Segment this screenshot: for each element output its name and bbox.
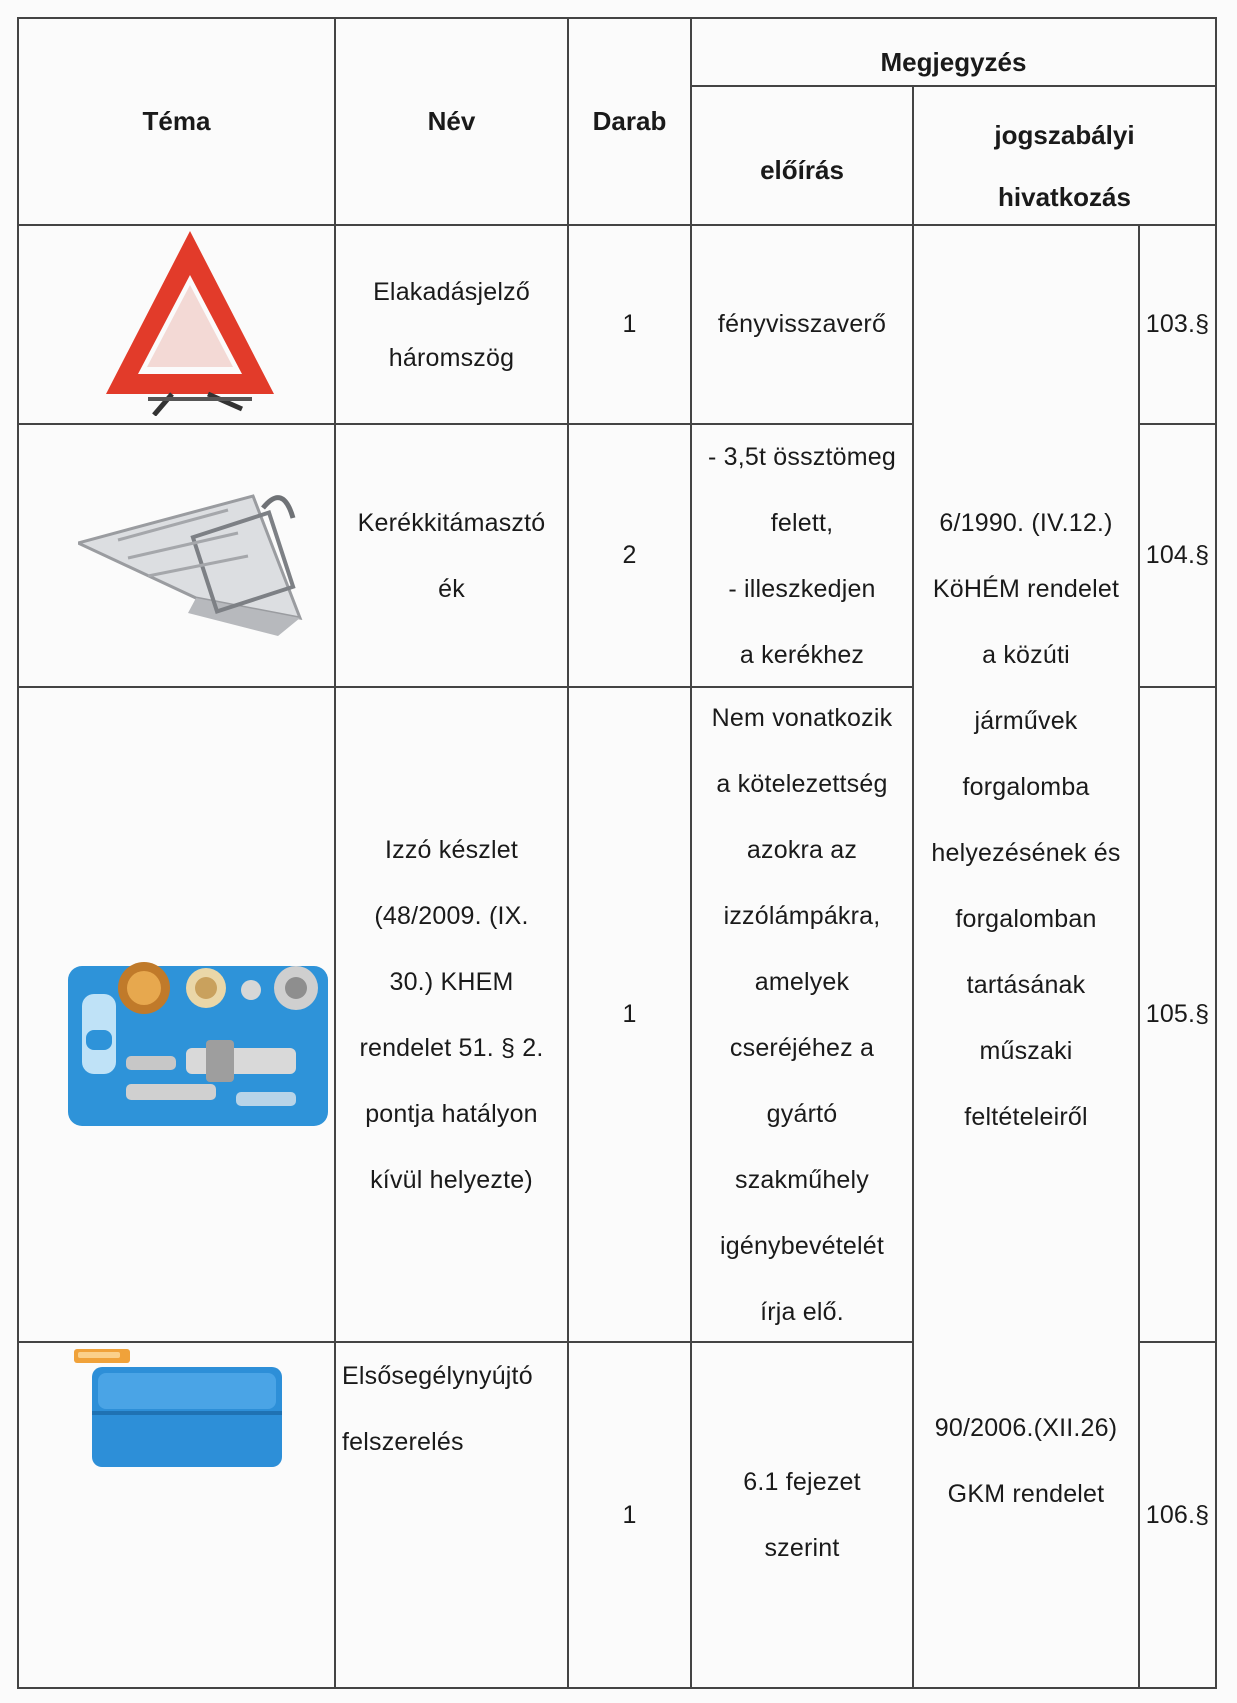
row3-eloiras-line10: írja elő. <box>760 1297 844 1326</box>
row2-nev <box>336 425 567 686</box>
row2-eloiras-line3: - illeszkedjen <box>728 574 876 603</box>
row4-paragraph <box>1140 1343 1215 1687</box>
row3-nev-line6: kívül helyezte) <box>370 1165 533 1194</box>
row2-eloiras-line4: a kerékhez <box>739 640 865 669</box>
law1-line9: műszaki <box>979 1037 1073 1065</box>
row3-eloiras-line7: gyártó <box>766 1099 838 1128</box>
row4-nev <box>336 1343 567 1687</box>
row3-nev-line2: (48/2009. (IX. <box>374 901 529 930</box>
row3-paragraph-text: 105.§ <box>1145 1000 1210 1028</box>
row3-eloiras-line5: amelyek <box>754 967 850 996</box>
row4-paragraph-text: 106.§ <box>1145 1500 1210 1529</box>
law2-line1: 90/2006.(XII.26) <box>934 1414 1118 1442</box>
row4-nev-line2: felszerelés <box>342 1428 464 1456</box>
row2-nev-line2: ék <box>438 574 465 603</box>
row2-nev-line1: Kerékkitámasztó <box>357 508 546 537</box>
header-jogszabalyi-line1: jogszabályi <box>994 120 1135 150</box>
header-nev <box>336 19 567 224</box>
row2-darab-text: 2 <box>622 541 637 569</box>
row2-paragraph <box>1140 425 1215 686</box>
row3-darab <box>569 688 690 1341</box>
row2-eloiras-line2: felett, <box>770 508 834 537</box>
row3-nev-line3: 30.) KHEM <box>389 967 514 996</box>
header-darab-text: Darab <box>592 106 667 136</box>
row1-paragraph-text: 103.§ <box>1145 310 1210 338</box>
header-darab <box>569 19 690 224</box>
header-eloiras-text: előírás <box>760 154 844 185</box>
row2-eloiras-line1: - 3,5t össztömeg <box>707 442 896 471</box>
wheel-chock-image <box>78 478 308 640</box>
law1-line1: 6/1990. (IV.12.) <box>939 509 1113 537</box>
row1-nev <box>336 226 567 423</box>
row4-darab-text: 1 <box>622 1500 637 1529</box>
law1-line5: forgalomba <box>962 773 1090 801</box>
row3-nev-line1: Izzó készlet <box>384 835 518 864</box>
first-aid-kit-image <box>72 1349 284 1469</box>
law1-line7: forgalomban <box>955 905 1097 933</box>
header-nev-text: Név <box>427 106 476 136</box>
header-eloiras <box>692 135 912 205</box>
row1-nev-line1: Elakadásjelző <box>373 277 530 306</box>
row4-eloiras <box>692 1343 912 1687</box>
row4-darab <box>569 1343 690 1687</box>
row3-paragraph <box>1140 688 1215 1341</box>
row3-eloiras-line9: igénybevételét <box>719 1231 885 1260</box>
row1-darab <box>569 226 690 423</box>
row4-eloiras-line2: szerint <box>764 1534 840 1562</box>
row3-nev-line4: rendelet 51. § 2. <box>359 1033 544 1062</box>
row3-eloiras-line4: izzólámpákra, <box>723 901 881 930</box>
row3-nev-line5: pontja hatályon <box>365 1099 538 1128</box>
law1-line6: helyezésének és <box>931 839 1121 867</box>
law1-line4: járművek <box>974 707 1078 735</box>
row1-paragraph <box>1140 226 1215 423</box>
row3-eloiras-line2: a kötelezettség <box>716 769 888 798</box>
law1-line3: a közúti <box>982 641 1070 669</box>
row3-eloiras-line6: cseréjéhez a <box>729 1033 875 1062</box>
row1-eloiras-text: fényvisszaverő <box>717 310 887 338</box>
row4-eloiras-line1: 6.1 fejezet <box>743 1468 861 1496</box>
header-subline <box>690 85 1217 87</box>
table-border-bottom <box>17 1687 1217 1689</box>
law2-line2: GKM rendelet <box>947 1480 1105 1508</box>
header-megjegyzes-text: Megjegyzés <box>880 47 1027 77</box>
law1-line8: tartásának <box>966 971 1086 999</box>
row3-eloiras-line1: Nem vonatkozik <box>711 703 893 732</box>
law-reference-2 <box>914 1395 1138 1535</box>
row3-eloiras <box>692 688 912 1341</box>
table-border-right <box>1215 17 1217 1689</box>
law1-line2: KöHÉM rendelet <box>932 575 1120 603</box>
row3-eloiras-line3: azokra az <box>746 835 858 864</box>
warning-triangle-image <box>102 229 278 416</box>
header-tema <box>19 19 334 224</box>
header-megjegyzes <box>692 40 1215 85</box>
law1-line10: feltételeiről <box>964 1103 1088 1131</box>
row3-nev <box>336 688 567 1341</box>
table-border-left <box>17 17 19 1689</box>
row4-nev-line1: Elsősegélynyújtó <box>342 1362 533 1390</box>
header-tema-text: Téma <box>142 106 211 136</box>
header-jogszabalyi-line2: hivatkozás <box>998 182 1131 212</box>
bulb-kit-image <box>66 960 330 1130</box>
row1-eloiras <box>692 226 912 423</box>
row2-eloiras <box>692 425 912 686</box>
row1-nev-line2: háromszög <box>388 343 515 372</box>
row2-paragraph-text: 104.§ <box>1145 541 1210 569</box>
row1-darab-text: 1 <box>622 310 637 338</box>
header-jogszabalyi <box>914 108 1215 224</box>
row2-darab <box>569 425 690 686</box>
row3-eloiras-line8: szakműhely <box>735 1165 869 1194</box>
law-reference-1 <box>914 490 1138 1131</box>
row3-darab-text: 1 <box>622 1000 637 1028</box>
